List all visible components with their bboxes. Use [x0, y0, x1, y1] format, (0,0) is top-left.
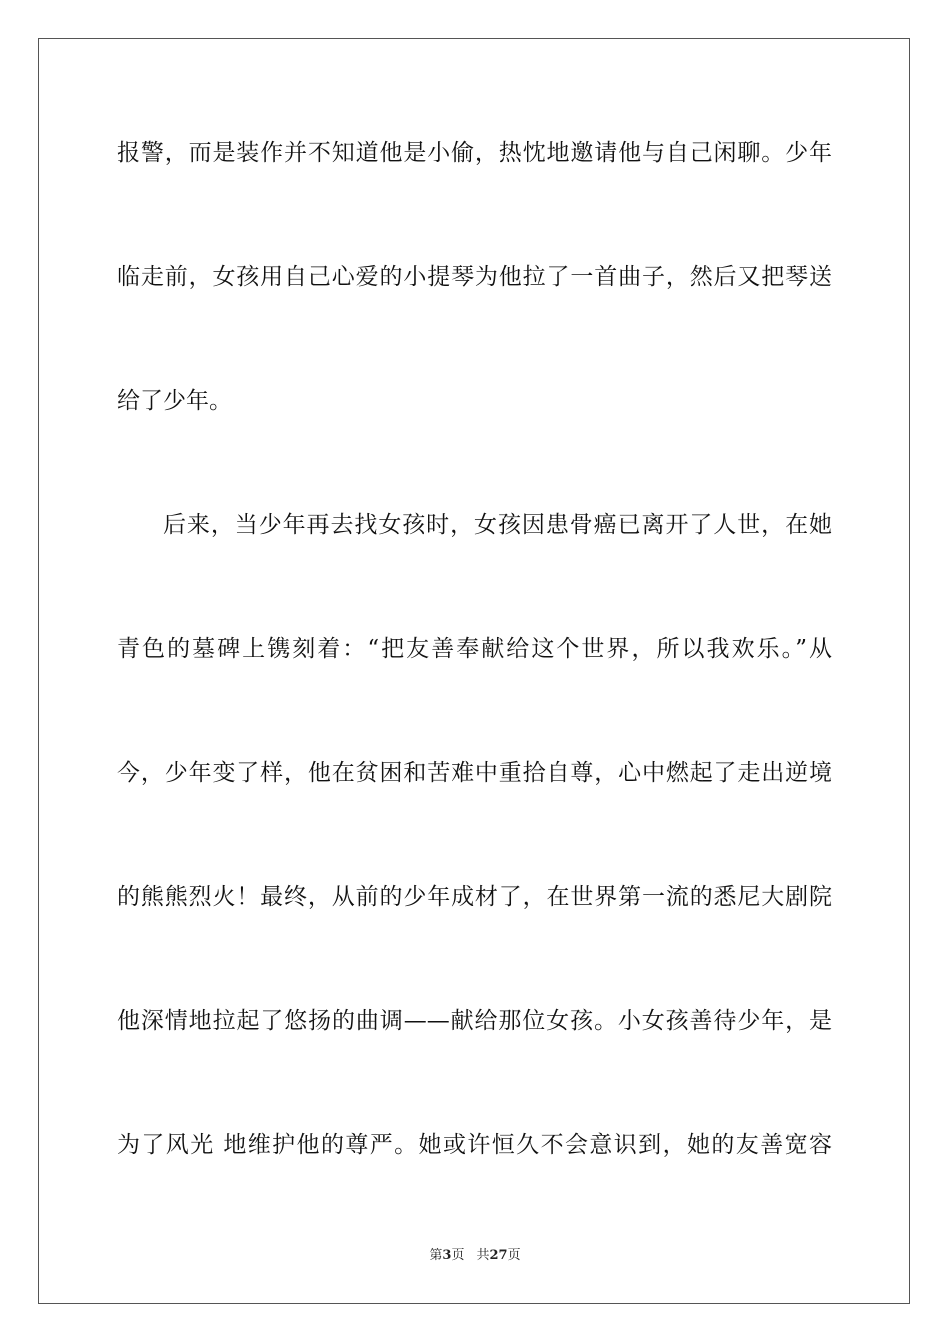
page-border	[38, 38, 910, 1304]
body-line-7: 的熊熊烈火！最终，从前的少年成材了，在世界第一流的悉尼大剧院	[117, 884, 832, 910]
footer-page-number: 3	[442, 1248, 452, 1263]
body-line-5: 青色的墓碑上镌刻着：“把友善奉献给这个世界，所以我欢乐。”从	[117, 636, 832, 662]
body-line-3: 给了少年。	[117, 388, 232, 414]
footer-page-prefix: 第	[429, 1248, 443, 1263]
page-footer	[0, 1247, 950, 1265]
body-line-4: 后来，当少年再去找女孩时，女孩因患骨癌已离开了人世，在她	[163, 512, 832, 538]
body-line-1: 报警，而是装作并不知道他是小偷，热忱地邀请他与自己闲聊。少年	[117, 140, 832, 166]
body-line-8: 他深情地拉起了悠扬的曲调——献给那位女孩。小女孩善待少年，是	[117, 1008, 832, 1034]
footer-total-suffix: 页	[507, 1248, 521, 1263]
body-line-6: 今，少年变了样，他在贫困和苦难中重拾自尊，心中燃起了走出逆境	[117, 760, 832, 786]
body-line-9: 为了风光 地维护他的尊严。她或许恒久不会意识到，她的友善宽容	[117, 1132, 832, 1158]
body-line-2: 临走前，女孩用自己心爱的小提琴为他拉了一首曲子，然后又把琴送	[117, 264, 832, 290]
footer-total-prefix: 共	[476, 1248, 490, 1263]
footer-page-suffix: 页	[451, 1248, 465, 1263]
footer-total-pages: 27	[489, 1248, 508, 1263]
